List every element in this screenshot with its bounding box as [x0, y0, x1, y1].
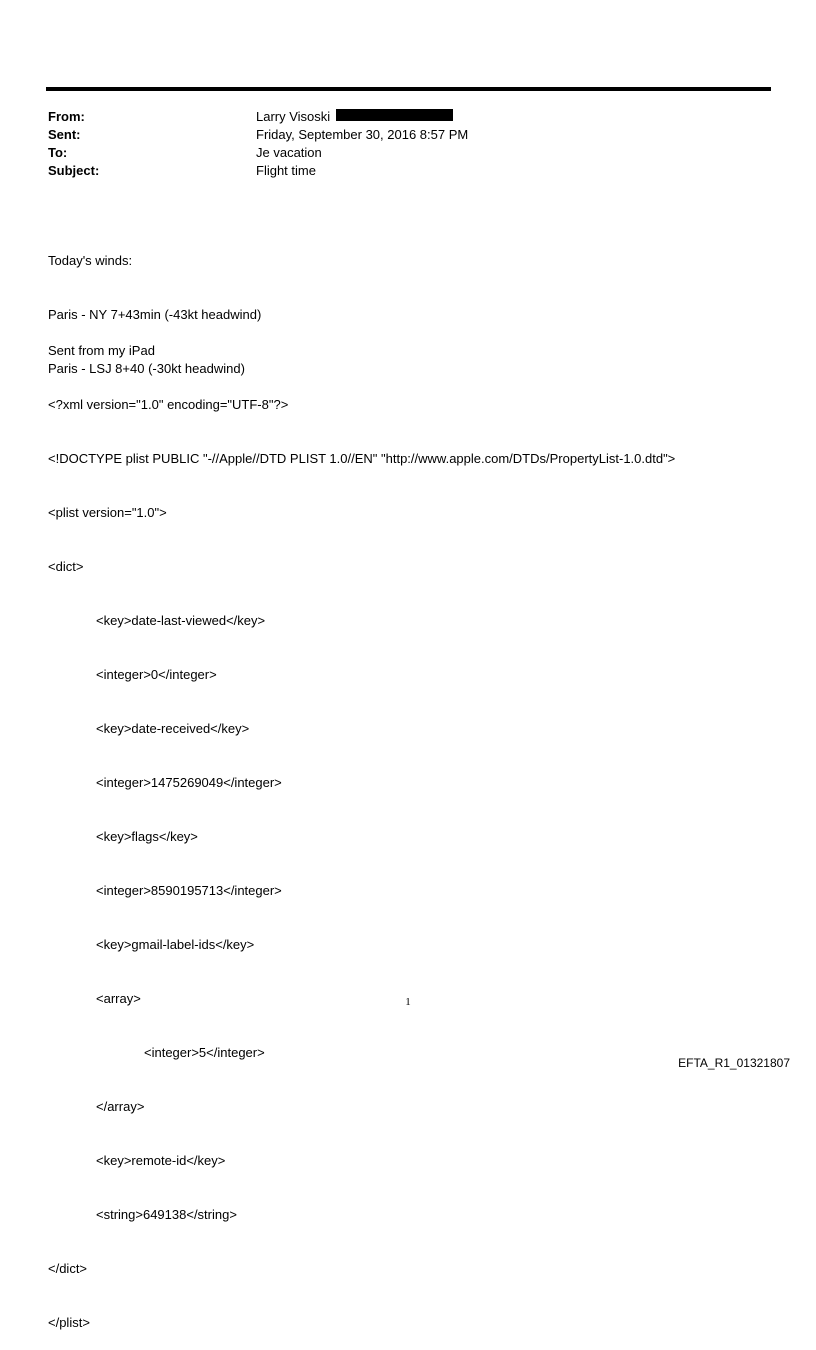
signature-line: Sent from my iPad	[48, 343, 155, 358]
document-id: EFTA_R1_01321807	[678, 1056, 790, 1070]
plist-open-line: <plist version="1.0">	[48, 505, 167, 520]
subject-row	[48, 162, 468, 180]
plist-entry-line: <integer>0</integer>	[96, 667, 217, 682]
plist-entry-line: <integer>5</integer>	[144, 1045, 265, 1060]
subject-value: Flight time	[256, 163, 316, 178]
sent-row	[48, 126, 468, 144]
from-value-wrap	[256, 108, 453, 126]
redaction-block	[336, 109, 453, 121]
plist-entry-line: <string>649138</string>	[96, 1207, 237, 1222]
plist-entry-line: </array>	[96, 1099, 145, 1114]
from-value: Larry Visoski	[256, 109, 331, 124]
plist-entry-line: <key>remote-id</key>	[96, 1153, 226, 1168]
plist-entry-line: <key>date-received</key>	[96, 721, 250, 736]
doctype-line: <!DOCTYPE plist PUBLIC "-//Apple//DTD PLIST 1.0//EN" "http://www.apple.com/DTDs/PropertyList-1.0.dtd">	[48, 451, 676, 466]
sent-value: Friday, September 30, 2016 8:57 PM	[256, 127, 469, 142]
winds-line: Today's winds:	[48, 253, 133, 268]
dict-open-line: <dict>	[48, 559, 84, 574]
plist-close-line: </plist>	[48, 1315, 90, 1330]
to-row	[48, 144, 468, 162]
dict-close-line: </dict>	[48, 1261, 88, 1276]
plist-entry-line: <key>date-last-viewed</key>	[96, 613, 266, 628]
plist-entry-line: <integer>8590195713</integer>	[96, 883, 282, 898]
xml-declaration-line: <?xml version="1.0" encoding="UTF-8"?>	[48, 397, 289, 412]
plist-entry-line: <key>gmail-label-ids</key>	[96, 937, 255, 952]
to-value: Je vacation	[256, 145, 322, 160]
plist-entry-line: <integer>1475269049</integer>	[96, 775, 282, 790]
from-label: From:	[48, 109, 85, 124]
sent-label: Sent:	[48, 127, 81, 142]
plist-section	[48, 306, 675, 1350]
email-header	[48, 108, 468, 180]
page-number: 1	[405, 996, 411, 1008]
subject-label: Subject:	[48, 163, 100, 178]
plist-entry-line: <key>flags</key>	[96, 829, 198, 844]
to-label: To:	[48, 145, 68, 160]
header-divider	[46, 87, 771, 91]
winds-line: Paris - LSJ 8+40 (-30kt headwind)	[48, 361, 245, 376]
winds-line: Paris - NY 7+43min (-43kt headwind)	[48, 307, 262, 322]
from-row	[48, 108, 468, 126]
plist-entry-line: <array>	[96, 991, 141, 1006]
